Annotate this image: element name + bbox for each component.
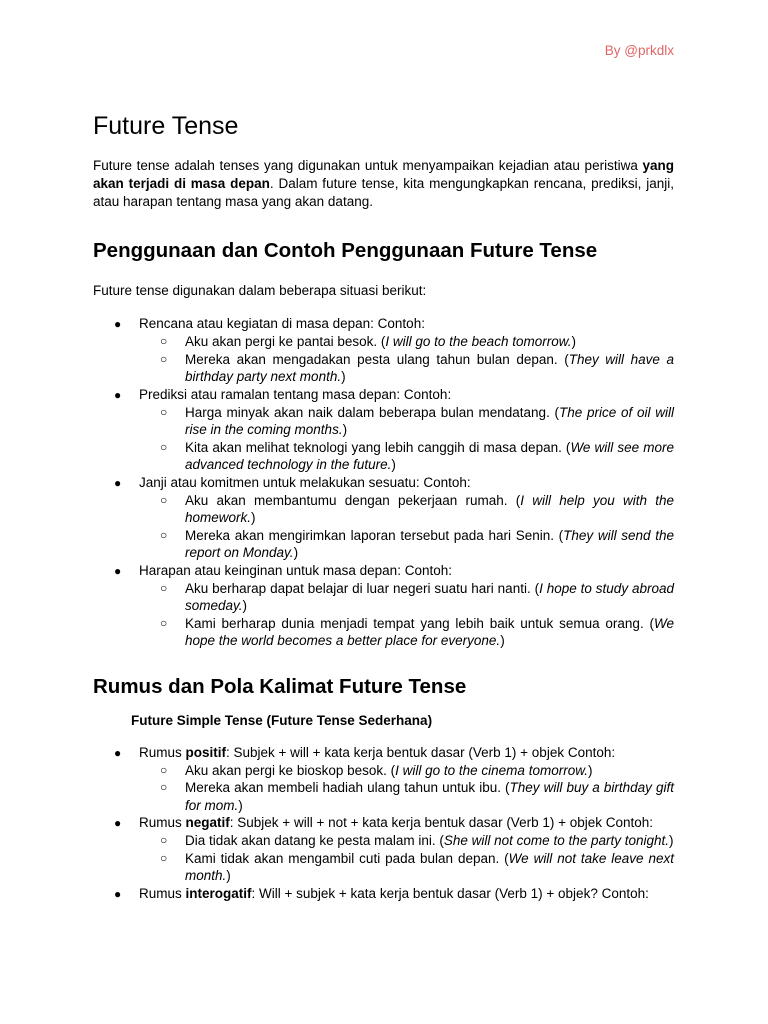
usage-item bbox=[93, 315, 674, 386]
usage-label: Harapan atau keinginan untuk masa depan: Contoh: bbox=[139, 562, 452, 578]
example-text: Kami tidak akan mengambil cuti pada bulan depan. ( bbox=[185, 850, 509, 866]
hollow-bullet-icon: ○ bbox=[160, 833, 168, 847]
hollow-bullet-icon: ○ bbox=[160, 580, 168, 595]
example-item bbox=[139, 492, 674, 527]
example-text: Aku akan membantumu dengan pekerjaan rumah. ( bbox=[185, 492, 521, 508]
intro-text-1: Future tense adalah tenses yang digunakan untuk menyampaikan kejadian atau peristiwa bbox=[93, 158, 643, 173]
filled-bullet-icon: ● bbox=[114, 317, 122, 331]
example-list bbox=[139, 404, 674, 474]
intro-paragraph bbox=[93, 157, 674, 211]
example-close: ) bbox=[251, 510, 256, 525]
hollow-bullet-icon: ○ bbox=[160, 334, 168, 348]
usage-label: Rencana atau kegiatan di masa depan: Contoh: bbox=[139, 316, 425, 331]
example-translation: I will help you with the homework. bbox=[185, 492, 674, 525]
example-list bbox=[139, 832, 674, 885]
example-text: Kami berharap dunia menjadi tempat yang lebih baik untuk semua orang. ( bbox=[185, 615, 654, 631]
example-text: Mereka akan mengadakan pesta ulang tahun bulan depan. ( bbox=[185, 351, 569, 367]
usage-label: Prediksi atau ramalan tentang masa depan: Contoh: bbox=[139, 386, 452, 402]
example-list bbox=[139, 333, 674, 386]
example-text: Mereka akan membeli hadiah ulang tahun untuk ibu. ( bbox=[185, 780, 510, 795]
example-item bbox=[139, 351, 674, 386]
formula-prefix: Rumus bbox=[139, 744, 186, 760]
example-item bbox=[139, 580, 674, 615]
example-translation: They will send the report on Monday. bbox=[185, 527, 675, 560]
filled-bullet-icon: ● bbox=[114, 886, 122, 901]
example-close: ) bbox=[293, 545, 299, 560]
example-close: ) bbox=[342, 422, 348, 437]
example-translation: We hope the world becomes a better place for everyone. bbox=[185, 615, 674, 648]
formula-type: interogatif bbox=[185, 885, 252, 901]
section-heading-usage: Penggunaan dan Contoh Penggunaan Future Tense bbox=[93, 239, 598, 262]
document-body bbox=[93, 111, 674, 903]
usage-item bbox=[93, 386, 674, 474]
hollow-bullet-icon: ○ bbox=[160, 527, 168, 542]
example-text: Aku akan pergi ke bioskop besok. ( bbox=[185, 762, 396, 778]
formula-prefix: Rumus bbox=[139, 885, 186, 901]
example-item bbox=[139, 779, 674, 814]
example-item bbox=[139, 333, 674, 351]
example-close: ) bbox=[341, 369, 346, 384]
example-translation: We will see more advanced technology in the future. bbox=[185, 439, 674, 472]
hollow-bullet-icon: ○ bbox=[160, 780, 168, 794]
hollow-bullet-icon: ○ bbox=[160, 351, 168, 366]
example-close: ) bbox=[238, 797, 243, 813]
example-text: Aku berharap dapat belajar di luar negeri suatu hari nanti. ( bbox=[185, 580, 540, 596]
hollow-bullet-icon: ○ bbox=[160, 492, 168, 507]
example-list bbox=[139, 580, 674, 650]
example-close: ) bbox=[226, 868, 231, 883]
formula-pattern: : Will + subjek + kata kerja bentuk dasar (Verb 1) + objek? Contoh: bbox=[251, 885, 649, 901]
example-close: ) bbox=[587, 762, 593, 778]
example-list bbox=[139, 492, 674, 562]
formula-type: positif bbox=[185, 744, 227, 760]
filled-bullet-icon: ● bbox=[114, 563, 122, 578]
usage-item bbox=[93, 562, 674, 650]
filled-bullet-icon: ● bbox=[114, 745, 122, 760]
usage-label: Janji atau komitmen untuk melakukan sesuatu: Contoh: bbox=[139, 474, 471, 490]
formula-pattern: : Subjek + will + not + kata kerja bentuk dasar (Verb 1) + objek Contoh: bbox=[229, 815, 654, 830]
intro-bold: yang akan terjadi di masa depan bbox=[93, 158, 674, 191]
example-text: Mereka akan mengirimkan laporan tersebut pada hari Senin. ( bbox=[185, 527, 564, 543]
example-translation: We will not take leave next month. bbox=[185, 850, 674, 883]
example-translation: I hope to study abroad someday. bbox=[185, 580, 674, 613]
example-item bbox=[139, 762, 674, 780]
example-close: ) bbox=[391, 457, 396, 472]
example-translation: They will have a birthday party next month. bbox=[185, 351, 675, 384]
example-item bbox=[139, 615, 674, 650]
example-item bbox=[139, 404, 674, 439]
example-close: ) bbox=[669, 833, 674, 848]
example-text: Harga minyak akan naik dalam beberapa bulan mendatang. ( bbox=[185, 404, 560, 420]
example-text: Kita akan melihat teknologi yang lebih canggih di masa depan. ( bbox=[185, 439, 571, 455]
example-translation: I will go to the beach tomorrow. bbox=[385, 334, 572, 349]
usage-list bbox=[93, 315, 674, 650]
example-translation: She will not come to the party tonight. bbox=[443, 833, 670, 848]
hollow-bullet-icon: ○ bbox=[160, 615, 168, 630]
example-text: Dia tidak akan datang ke pesta malam ini. ( bbox=[185, 833, 444, 848]
filled-bullet-icon: ● bbox=[114, 387, 122, 402]
example-list bbox=[139, 762, 674, 815]
hollow-bullet-icon: ○ bbox=[160, 762, 168, 777]
example-translation: The price of oil will rise in the coming months. bbox=[185, 404, 674, 437]
hollow-bullet-icon: ○ bbox=[160, 439, 168, 454]
formula-prefix: Rumus bbox=[139, 815, 186, 830]
page-title: Future Tense bbox=[93, 112, 239, 140]
formula-item bbox=[93, 814, 674, 885]
example-item bbox=[139, 850, 674, 885]
formula-type: negatif bbox=[185, 815, 230, 830]
example-translation: They will buy a birthday gift for mom. bbox=[185, 780, 674, 813]
usage-item bbox=[93, 474, 674, 562]
example-translation: I will go to the cinema tomorrow. bbox=[395, 762, 588, 778]
filled-bullet-icon: ● bbox=[114, 475, 122, 490]
example-item bbox=[139, 439, 674, 474]
example-item bbox=[139, 527, 674, 562]
hollow-bullet-icon: ○ bbox=[160, 850, 168, 865]
hollow-bullet-icon: ○ bbox=[160, 404, 168, 419]
subheading-simple-future: Future Simple Tense (Future Tense Sederhana) bbox=[131, 712, 433, 728]
example-close: ) bbox=[242, 598, 248, 613]
filled-bullet-icon: ● bbox=[114, 816, 122, 830]
example-item bbox=[139, 832, 674, 850]
formula-pattern: : Subjek + will + kata kerja bentuk dasar (Verb 1) + objek Contoh: bbox=[226, 744, 616, 760]
formula-item bbox=[93, 885, 674, 903]
author-byline: By @prkdlx bbox=[604, 43, 674, 58]
example-close: ) bbox=[571, 334, 576, 349]
example-close: ) bbox=[500, 633, 505, 648]
example-text: Aku akan pergi ke pantai besok. ( bbox=[185, 334, 386, 349]
usage-lead: Future tense digunakan dalam beberapa situasi berikut: bbox=[93, 283, 427, 298]
formula-list bbox=[93, 744, 674, 903]
formula-item bbox=[93, 744, 674, 815]
section-heading-formula: Rumus dan Pola Kalimat Future Tense bbox=[93, 674, 467, 698]
intro-text-2: . Dalam future tense, kita mengungkapkan rencana, prediksi, janji, atau harapan tentang masa yang akan datang. bbox=[93, 176, 674, 209]
